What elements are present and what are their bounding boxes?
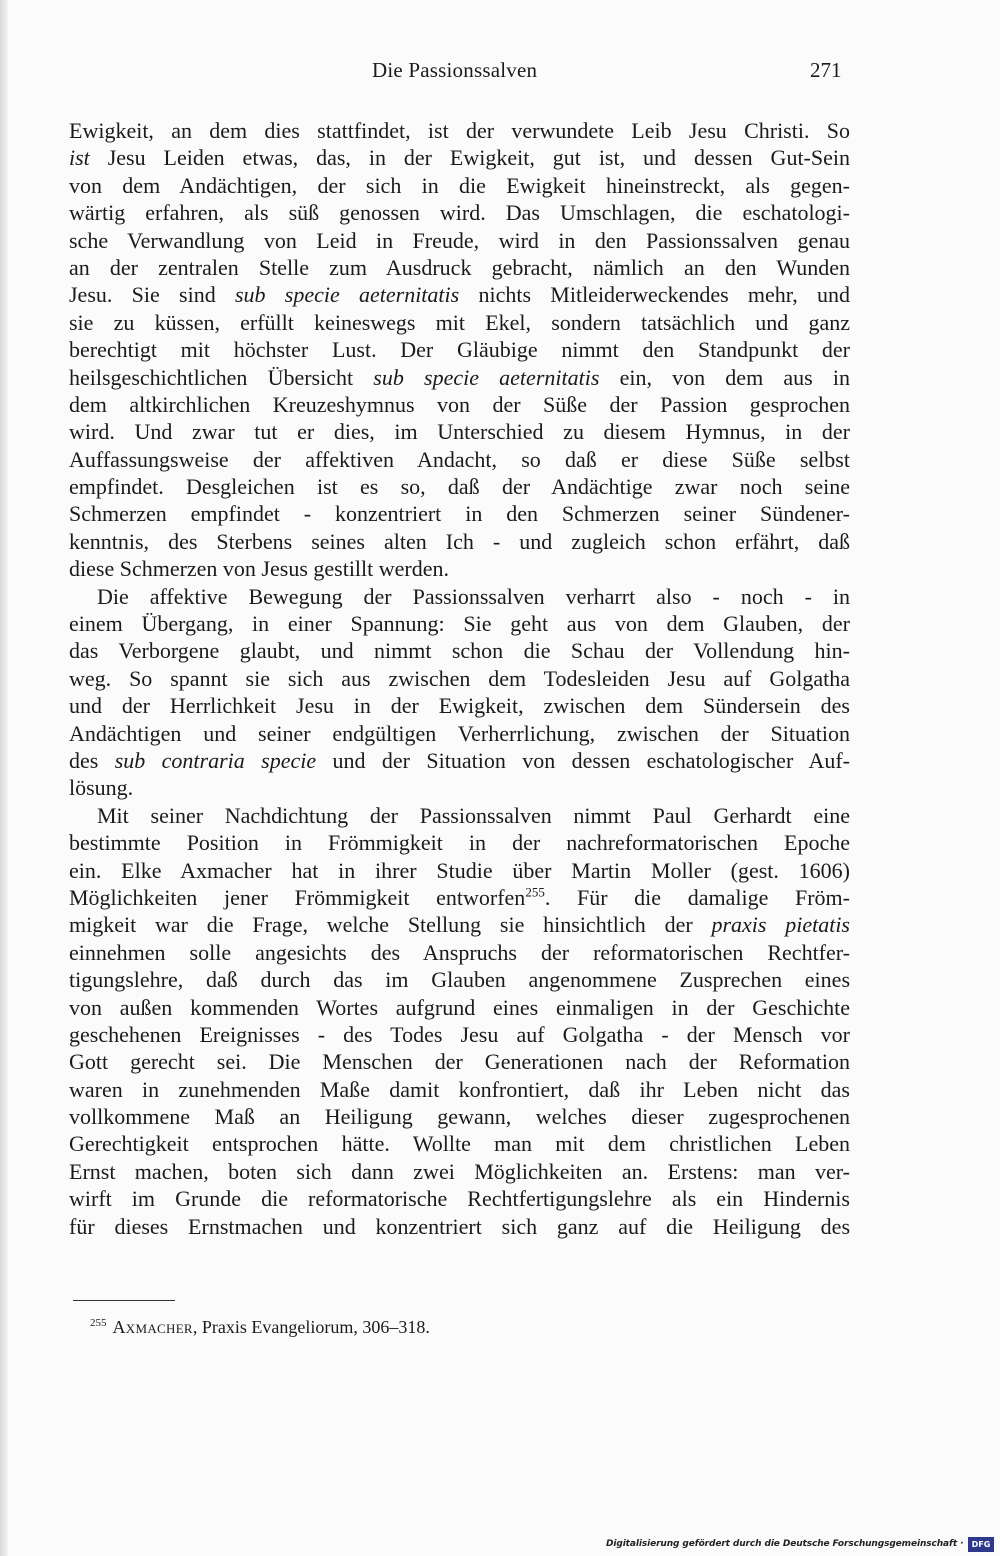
text-segment: heilsgeschichtlichen Übersicht <box>69 364 374 390</box>
text-line <box>69 747 850 774</box>
footnote-number: 255 <box>90 1317 107 1329</box>
text-line: ein. Elke Axmacher hat in ihrer Studie über Martin Moller (gest. 1606) <box>69 857 850 883</box>
funding-banner-text: Digitalisierung gefördert durch die Deutsche Forschungsgemeinschaft · <box>606 1539 964 1549</box>
text-line: wird. Und zwar tut er dies, im Unterschied zu diesem Hymnus, in der <box>69 419 850 445</box>
text-line: sche Verwandlung von Leid in Freude, wird in den Passionssalven genau <box>69 227 850 253</box>
footnote <box>90 1317 430 1338</box>
text-line: an der zentralen Stelle zum Ausdruck gebracht, nämlich an den Wunden <box>69 254 850 280</box>
text-line: dem altkirchlichen Kreuzeshymnus von der Süße der Passion gesprochen <box>69 391 850 417</box>
text-line: empfindet. Desgleichen ist es so, daß der Andächtige zwar noch seine <box>69 474 850 500</box>
text-line: weg. So spannt sie sich aus zwischen dem Todesleiden Jesu auf Golgatha <box>69 665 850 691</box>
text-line: das Verborgene glaubt, und nimmt schon die Schau der Vollendung hin- <box>69 638 850 664</box>
text-segment: und der Situation von dessen eschatologischer Auf- <box>316 747 850 773</box>
text-line <box>69 144 850 171</box>
footnote-ref: 255 <box>525 884 545 900</box>
text-segment: Jesu Leiden etwas, das, in der Ewigkeit, gut ist, und dessen Gut-Sein <box>89 145 850 171</box>
text-line: und der Herrlichkeit Jesu in der Ewigkeit, zwischen dem Sündersein des <box>69 693 850 719</box>
footnote-author: Axmacher <box>112 1317 193 1337</box>
text-segment: migkeit war die Frage, welche Stellung sie hinsichtlich der <box>69 912 712 938</box>
funding-banner <box>606 1536 1000 1553</box>
text-segment: ein, von dem aus in <box>599 364 850 390</box>
text-line: von außen kommenden Wortes aufgrund eines einmaligen in der Geschichte <box>69 994 850 1020</box>
text-line: Gerechtigkeit entsprochen hätte. Wollte man mit dem christlichen Leben <box>69 1131 850 1157</box>
footnote-rule <box>73 1300 175 1301</box>
text-line: wirft im Grunde die reformatorische Rechtfertigungslehre als ein Hindernis <box>69 1186 850 1212</box>
text-line: Mit seiner Nachdichtung der Passionssalven nimmt Paul Gerhardt eine <box>97 802 850 828</box>
text-segment: Jesu. Sie sind <box>69 282 235 308</box>
running-header <box>0 58 1000 88</box>
text-segment: nichts Mitleiderweckendes mehr, und <box>459 282 850 308</box>
text-line: einnehmen solle angesichts des Anspruchs der reformatorischen Rechtfer- <box>69 939 850 965</box>
italic-phrase: ist <box>69 145 90 171</box>
text-line: Andächtigen und seiner endgültigen Verherrlichung, zwischen der Situation <box>69 720 850 746</box>
text-segment: des <box>69 747 115 773</box>
italic-phrase: sub specie aeternitatis <box>234 282 460 308</box>
text-segment: . Für die damalige Fröm- <box>544 884 850 910</box>
text-line: bestimmte Position in Frömmigkeit in der nachreformatorischen Epoche <box>69 830 850 856</box>
text-line <box>69 884 850 911</box>
italic-phrase: sub specie aeternitatis <box>373 364 600 390</box>
text-line: Schmerzen empfindet - konzentriert in den Schmerzen seiner Sündener- <box>69 501 850 527</box>
text-line: Die affektive Bewegung der Passionssalven verharrt also - noch - in <box>97 583 850 609</box>
text-line <box>69 281 850 308</box>
body-text <box>69 117 850 1240</box>
text-line <box>69 364 850 391</box>
text-line: Gott gerecht sei. Die Menschen der Generationen nach der Reformation <box>69 1049 850 1075</box>
text-line <box>69 911 850 938</box>
text-line: für dieses Ernstmachen und konzentriert sich ganz auf die Heiligung des <box>69 1213 850 1239</box>
text-line: berechtigt mit höchster Lust. Der Gläubige nimmt den Standpunkt der <box>69 337 850 363</box>
text-line: diese Schmerzen von Jesus gestillt werden. <box>69 556 450 582</box>
text-line: geschehenen Ereignisses - des Todes Jesu auf Golgatha - der Mensch vor <box>69 1021 850 1047</box>
text-line: kenntnis, des Sterbens seines alten Ich - und zugleich schon erfährt, daß <box>69 528 850 554</box>
text-line: sie zu küssen, erfüllt keineswegs mit Ekel, sondern tatsächlich und ganz <box>69 309 850 335</box>
text-line: lösung. <box>69 775 134 801</box>
italic-phrase: praxis pietatis <box>711 912 850 938</box>
text-line: waren in zunehmenden Maße damit konfrontiert, daß ihr Leben nicht das <box>69 1076 850 1102</box>
scan-edge-shadow <box>0 0 8 1556</box>
footnote-citation: , Praxis Evangeliorum, 306–318. <box>192 1317 430 1337</box>
dfg-logo: DFG <box>968 1537 994 1552</box>
running-head-title: Die Passionssalven <box>372 58 538 82</box>
text-line: vollkommene Maß an Heiligung gewann, welches dieser zugesprochenen <box>69 1104 850 1130</box>
italic-phrase: sub contraria specie <box>114 747 317 773</box>
text-line: von dem Andächtigen, der sich in die Ewigkeit hineinstreckt, als gegen- <box>69 172 850 198</box>
text-segment: Möglichkeiten jener Frömmigkeit entworfen <box>69 884 526 910</box>
page-number: 271 <box>810 58 842 82</box>
text-line: wärtig erfahren, als süß genossen wird. Das Umschlagen, die eschatologi- <box>69 200 850 226</box>
text-line: tigungslehre, daß durch das im Glauben angenommene Zusprechen eines <box>69 967 850 993</box>
text-line: Ernst machen, boten sich dann zwei Möglichkeiten an. Erstens: man ver- <box>69 1158 850 1184</box>
text-line: Ewigkeit, an dem dies stattfindet, ist der verwundete Leib Jesu Christi. So <box>69 118 850 143</box>
text-line: Auffassungsweise der affektiven Andacht, so daß er diese Süße selbst <box>69 446 850 472</box>
text-line: einem Übergang, in einer Spannung: Sie geht aus von dem Glauben, der <box>69 611 850 637</box>
